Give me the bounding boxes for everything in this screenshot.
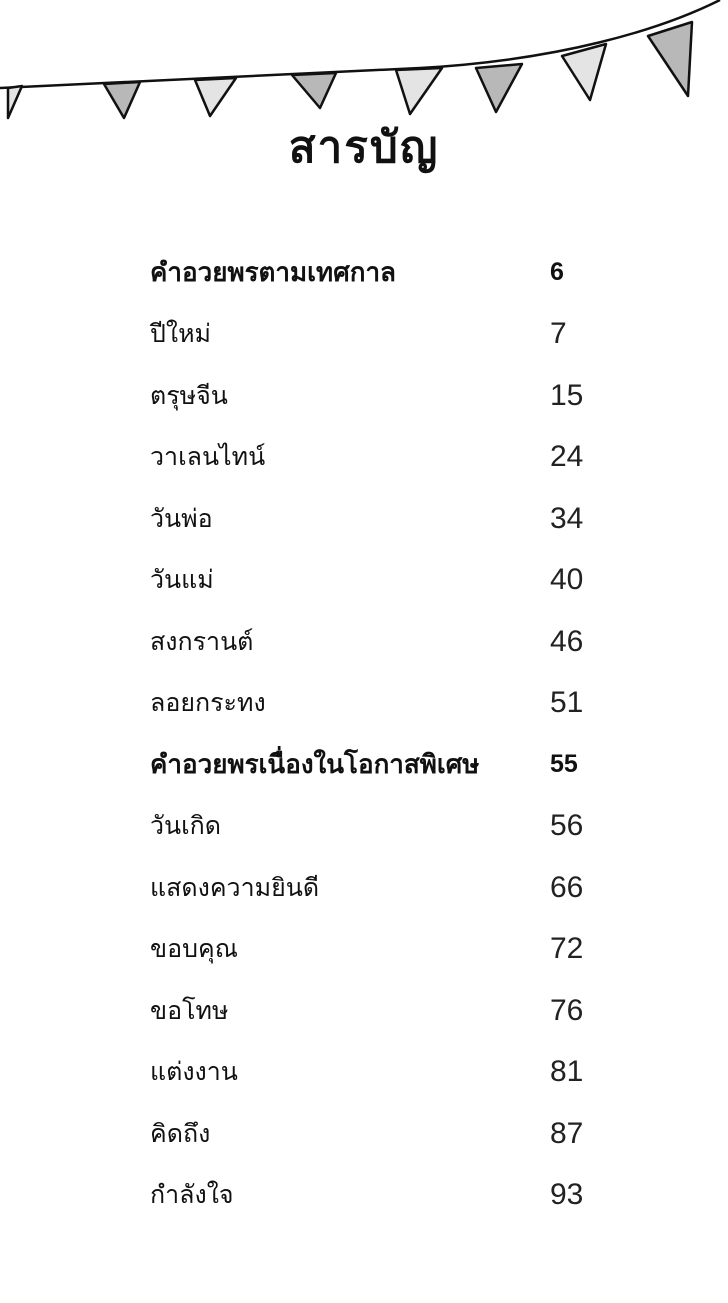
toc-entry-page-number: 56 bbox=[550, 809, 584, 843]
bunting-decoration bbox=[0, 0, 728, 130]
pennant-flag bbox=[195, 78, 236, 116]
toc-entry-label: คำอวยพรตามเทศกาล bbox=[150, 258, 396, 289]
toc-entry-label: วาเลนไทน์ bbox=[150, 442, 266, 472]
toc-entry-page-number: 55 bbox=[550, 750, 578, 779]
toc-entry-label: วันพ่อ bbox=[150, 503, 213, 533]
toc-entry-page-number: 7 bbox=[550, 317, 567, 351]
toc-entry bbox=[150, 980, 630, 1042]
toc-entry-page-number: 51 bbox=[550, 686, 584, 720]
pennant-flag bbox=[476, 64, 522, 112]
toc-entry bbox=[150, 1165, 630, 1227]
pennant-flag bbox=[648, 22, 692, 96]
toc-entry-page-number: 34 bbox=[550, 501, 584, 535]
toc-entry-page-number: 87 bbox=[550, 1116, 584, 1150]
toc-entry-label: กำลังใจ bbox=[150, 1180, 234, 1210]
toc-entry-page-number: 40 bbox=[550, 563, 584, 597]
toc-entry-page-number: 72 bbox=[550, 932, 584, 966]
toc-entry bbox=[150, 611, 630, 673]
toc-entry bbox=[150, 488, 630, 550]
toc-entry-label: วันเกิด bbox=[150, 811, 222, 841]
toc-entry bbox=[150, 304, 630, 366]
toc-entry-label: คำอวยพรเนื่องในโอกาสพิเศษ bbox=[150, 750, 480, 781]
toc-entry bbox=[150, 1103, 630, 1165]
toc-entry bbox=[150, 1042, 630, 1104]
toc-entry-page-number: 6 bbox=[550, 258, 564, 287]
toc-entry-page-number: 46 bbox=[550, 624, 584, 658]
toc-entry-label: ขอโทษ bbox=[150, 995, 229, 1025]
toc-entry-label: ปีใหม่ bbox=[150, 319, 212, 349]
toc-entry-page-number: 15 bbox=[550, 378, 584, 412]
toc-entry bbox=[150, 919, 630, 981]
toc-entry-page-number: 93 bbox=[550, 1178, 584, 1212]
toc-entry-label: ขอบคุณ bbox=[150, 934, 238, 964]
toc-entry-label: ลอยกระทง bbox=[150, 688, 266, 718]
toc-entry bbox=[150, 427, 630, 489]
toc-entry-page-number: 24 bbox=[550, 440, 584, 474]
toc-entry-label: สงกรานต์ bbox=[150, 626, 254, 656]
pennant-flag bbox=[292, 73, 336, 108]
toc-entry-label: วันแม่ bbox=[150, 565, 214, 595]
toc-entry bbox=[150, 673, 630, 735]
toc-entry-label: แต่งงาน bbox=[150, 1057, 238, 1087]
toc-entry bbox=[150, 857, 630, 919]
toc-entry-page-number: 76 bbox=[550, 993, 584, 1027]
toc-entry-page-number: 66 bbox=[550, 870, 584, 904]
toc-entry-label: ตรุษจีน bbox=[150, 380, 228, 410]
pennant-flag bbox=[396, 68, 442, 114]
page-title: สารบัญ bbox=[288, 122, 440, 173]
toc-entry-label: คิดถึง bbox=[150, 1118, 211, 1148]
toc-entry bbox=[150, 796, 630, 858]
toc-entry bbox=[150, 365, 630, 427]
toc-entry bbox=[150, 550, 630, 612]
pennant-flag bbox=[562, 44, 606, 100]
toc-entry-page-number: 81 bbox=[550, 1055, 584, 1089]
table-of-contents bbox=[150, 242, 630, 1226]
toc-entry-label: แสดงความยินดี bbox=[150, 872, 320, 902]
toc-section-heading bbox=[150, 734, 630, 796]
toc-section-heading bbox=[150, 242, 630, 304]
